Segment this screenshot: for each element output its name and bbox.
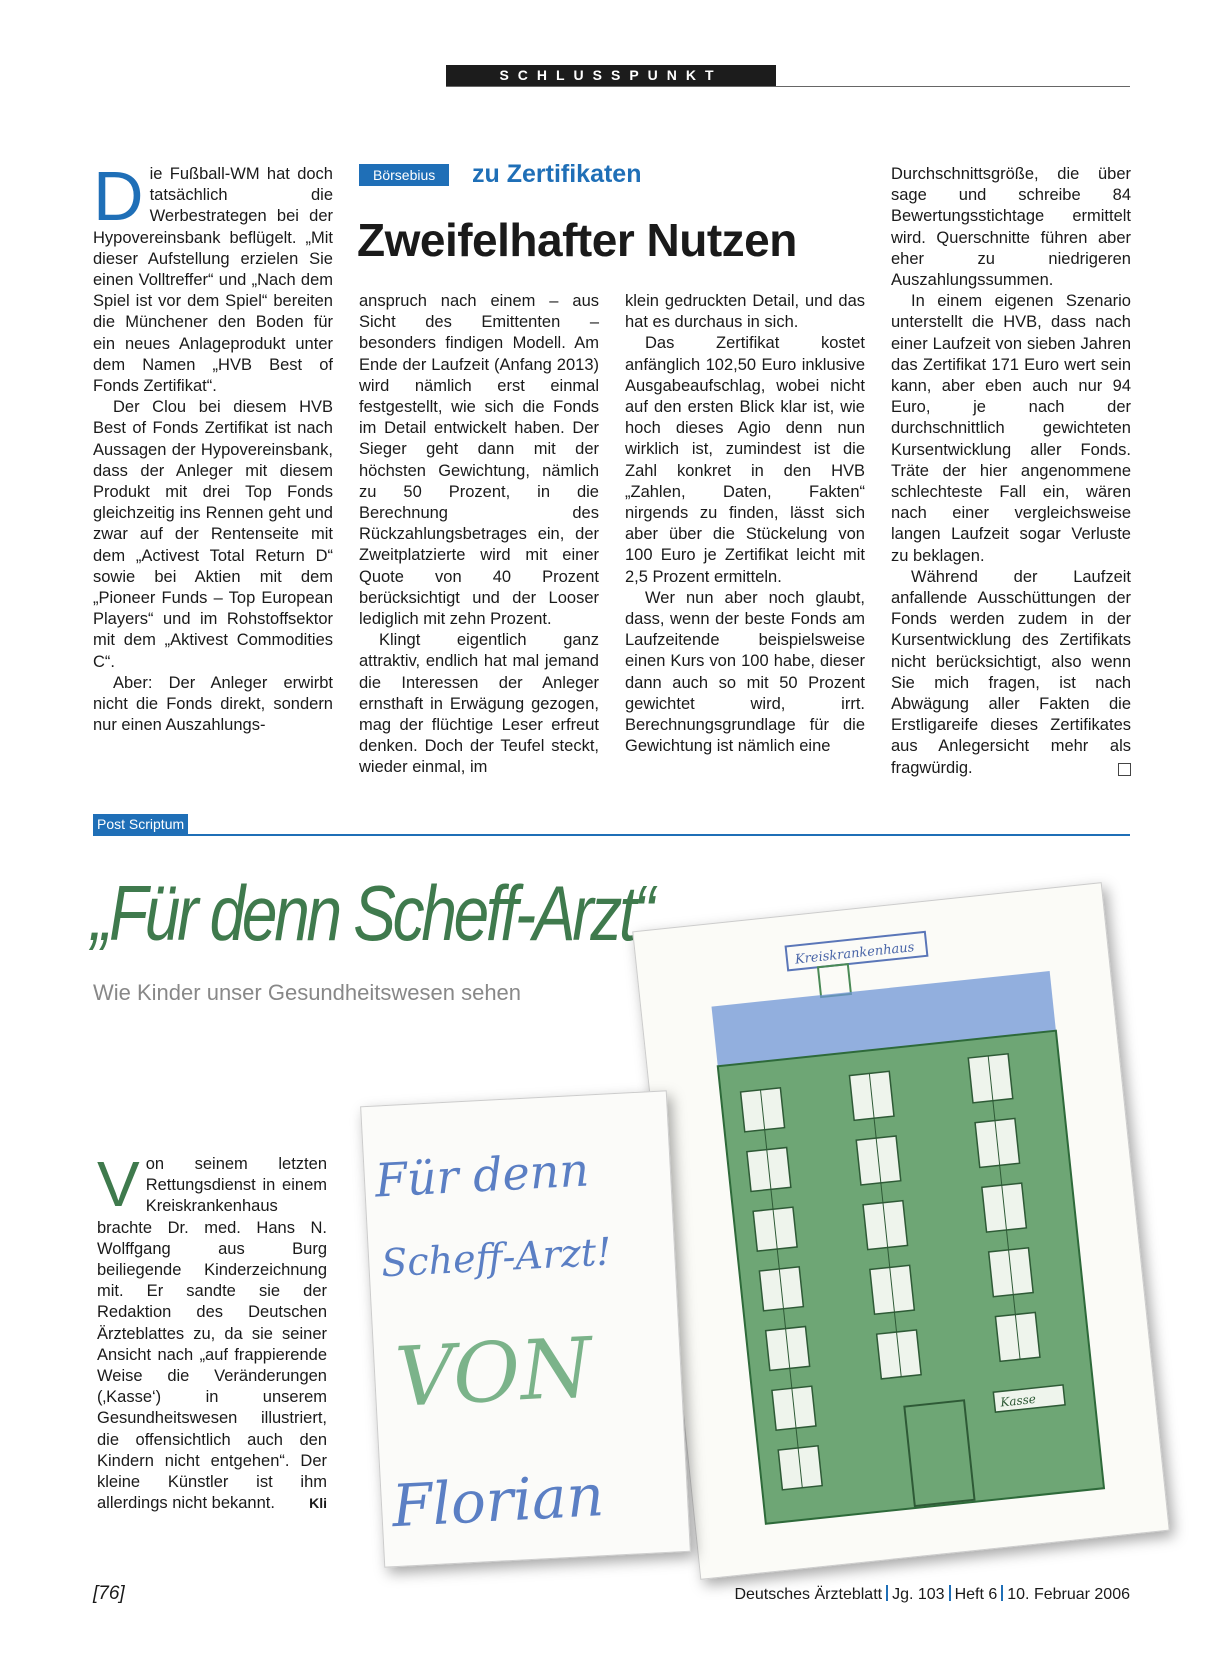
- journal-volume: Jg. 103: [892, 1586, 945, 1603]
- postscriptum-label: Post Scriptum: [93, 814, 188, 834]
- drop-cap: D: [93, 157, 144, 235]
- note-line-1: Für denn: [373, 1142, 591, 1208]
- note-line-2: Scheff-Arzt!: [380, 1229, 613, 1286]
- header-rule: [446, 86, 1130, 87]
- article-headline: Zweifelhafter Nutzen: [357, 214, 797, 266]
- journal-issue: Heft 6: [954, 1586, 998, 1603]
- paragraph: Das Zertifikat kostet anfänglich 102,50 Euro inklusive Ausgabeaufschlag, wobei nicht auf den ersten Blick klar ist, wie hoch dieses Agio denn nun wirklich ist, zumindest ist die Zahl konkret in den HVB „Zahlen, Daten, Fakten“ nirgends zu finden, lässt sich aber über die Stückelung von 100 Euro je Zertifikat leicht mit 2,5 Prozent ermitteln.: [625, 334, 865, 586]
- handwritten-note-icon: [361, 1091, 690, 1566]
- paragraph: Aber: Der Anleger erwirbt nicht die Fonds direkt, sondern nur einen Auszahlungs-: [93, 673, 333, 735]
- article-column-4: [891, 164, 1131, 779]
- note-line-3: VON: [392, 1320, 595, 1426]
- end-of-article-icon: [1118, 763, 1131, 776]
- hospital-drawing-icon: [633, 883, 1168, 1579]
- paragraph: anspruch nach einem – aus Sicht des Emittenten – besonders findigen Modell. Am Ende der Laufzeit (Anfang 2013) wird nämlich erst einmal festgestellt, wie sich die Fonds im Detail entwickelt haben. Der Sieger geht dann mit der höchsten Gewichtung, nämlich zu 50 Prozent, in die Berechnung des Rückzahlungsbetrages ein, der Zweitplatzierte wird mit einer Quote von 40 Prozent berücksichtigt und der Looser lediglich mit zehn Prozent.: [359, 292, 599, 629]
- paragraph: klein gedruckten Detail, und das hat es durchaus in sich.: [625, 292, 865, 332]
- paragraph: ie Fußball-WM hat doch tatsächlich die Werbestrategen bei der Hypovereinsbank beflügelt. „Mit dieser Aufstellung erzielen Sie einen Volltreffer“ und „Nach dem Spiel ist vor dem Spiel“ bereiten die Münchener den Boden für ein neues Anlageprodukt unter dem Namen „HVB Best of Fonds Zertifikat“.: [93, 165, 333, 396]
- footer-separator: [949, 1585, 951, 1601]
- kicker-text: zu Zertifikaten: [472, 160, 642, 188]
- postscriptum-rule: [93, 834, 1130, 836]
- paragraph: Klingt eigentlich ganz attraktiv, endlich hat mal jemand die Interessen der Anleger ernsthaft in Erwägung gezogen, mag der flüchtige Leser erfreut denken. Doch der Teufel steckt, wieder einmal, im: [359, 631, 599, 777]
- postscriptum-subtitle: Wie Kinder unser Gesundheitswesen sehen: [93, 980, 522, 1005]
- paragraph: Während der Laufzeit anfallende Ausschüttungen der Fonds werden zudem in der Kursentwicklung des Zertifikats nicht berücksichtigt, also wenn Sie mich fragen, ist nach Abwägung aller Fakten die Erstligareife dieses Zertifikates aus Anlegersicht mehr als fragwürdig.: [891, 567, 1131, 777]
- postscriptum-body: [97, 1148, 327, 1514]
- section-header: SCHLUSSPUNKT: [446, 65, 776, 86]
- kicker-label: Börsebius: [359, 164, 449, 186]
- article-column-3: [625, 291, 865, 757]
- paragraph: Durchschnittsgröße, die über sage und schreibe 84 Bewertungsstichtage ermittelt wird. Querschnitte führen aber eher zu niedrigeren Auszahlungssummen.: [891, 165, 1131, 290]
- child-drawing-hospital: [632, 882, 1170, 1580]
- journal-date: 10. Februar 2006: [1007, 1586, 1130, 1603]
- journal-footer: [734, 1585, 1130, 1604]
- paragraph: In einem eigenen Szenario unterstellt die HVB, dass nach einer Laufzeit von sieben Jahren das Zertifikat 171 Euro wert sein kann, aber eben auch nur 94 Euro, je nach der durchschnittlich gewichteten Kursentwicklung aller Fonds. Träte der hier angenommene schlechteste Fall ein, wären nach einer vergleichsweise langen Laufzeit sogar Verluste zu beklagen.: [891, 292, 1131, 565]
- paragraph: on seinem letzten Rettungsdienst in einem Kreiskrankenhaus brachte Dr. med. Hans N. Wolffgang aus Burg beiliegende Kinderzeichnung mit. Er sandte sie der Redaktion des Deutschen Ärzteblattes zu, da sie seiner Ansicht nach „auf frappierende Weise die Veränderungen (‚Kasse‘) in unserem Gesundheitswesen illustriert, die offensichtlich auch den Kindern nicht entgehen“. Der kleine Künstler ist ihm allerdings nicht bekannt.: [97, 1155, 327, 1513]
- child-drawing-note: [360, 1090, 691, 1567]
- footer-separator: [886, 1585, 888, 1601]
- page-number: [76]: [93, 1583, 125, 1604]
- paragraph: Wer nun aber noch glaubt, dass, wenn der beste Fonds am Laufzeitende beispielsweise einen Kurs von 100 habe, dieser dann auch so mit 50 Prozent gewichtet wird, irrt. Berechnungsgrundlage für die Gewichtung ist nämlich eine: [625, 588, 865, 756]
- paragraph: Der Clou bei diesem HVB Best of Fonds Zertifikat ist nach Aussagen der Hypovereinsbank, dass der Anleger mit diesem Produkt mit drei Top Fonds gleichzeitig ins Rennen geht und zwar auf der Rentenseite mit dem „Activest Total Return D“ sowie bei Aktien mit dem „Pioneer Funds – Top European Players“ und im Rohstoffsektor mit dem „Aktivest Commodities C“.: [93, 398, 333, 671]
- door-sign-text: Kasse: [999, 1391, 1037, 1410]
- article-column-2: [359, 291, 599, 779]
- footer-separator: [1001, 1585, 1003, 1601]
- postscriptum-title: „Für denn Scheff-Arzt“: [91, 869, 652, 957]
- article-column-1: [93, 157, 333, 736]
- author-signature: Kli: [309, 1495, 327, 1512]
- drop-cap: V: [97, 1148, 140, 1220]
- note-line-4: Florian: [390, 1461, 606, 1541]
- roof-sign-text: Kreiskrankenhaus: [794, 940, 916, 968]
- journal-name: Deutsches Ärzteblatt: [734, 1586, 883, 1603]
